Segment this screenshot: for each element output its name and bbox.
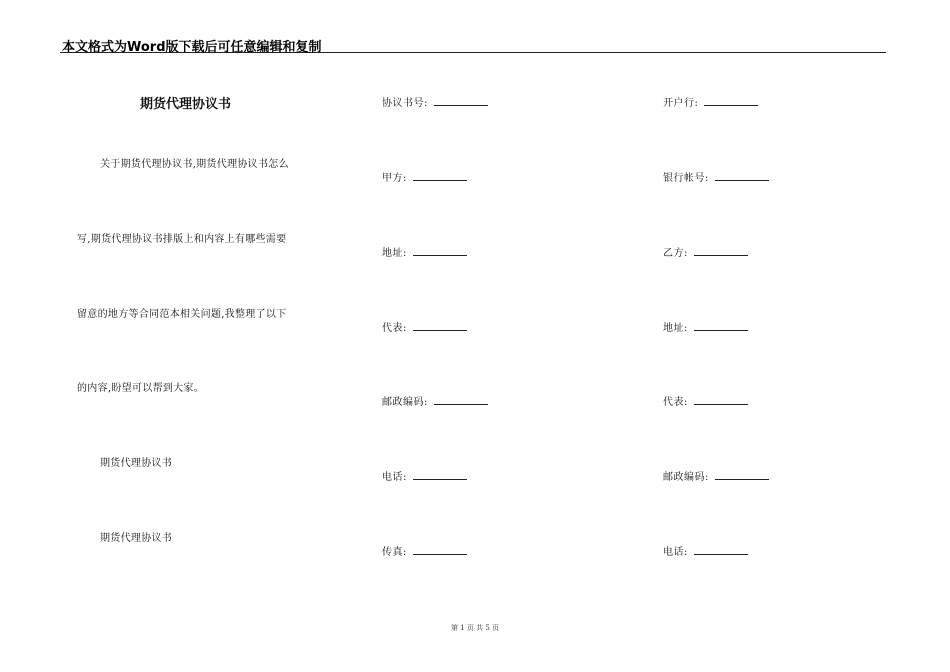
field-label: 邮政编码: xyxy=(663,472,709,483)
field-party-a-postcode xyxy=(382,393,488,408)
field-party-a-phone xyxy=(382,468,467,483)
field-label: 乙方: xyxy=(663,248,688,259)
blank-line[interactable] xyxy=(715,170,769,181)
field-label: 甲方: xyxy=(382,173,407,184)
field-party-b-phone xyxy=(663,543,748,558)
field-label: 代表: xyxy=(663,397,688,408)
field-label: 协议书号: xyxy=(382,98,428,109)
intro-line-3: 留意的地方等合同范本相关问题,我整理了以下 xyxy=(77,309,287,320)
intro-line-1: 关于期货代理协议书,期货代理协议书怎么 xyxy=(100,159,289,170)
intro-line-2: 写,期货代理协议书排版上和内容上有哪些需要 xyxy=(77,234,287,245)
subheading-1: 期货代理协议书 xyxy=(100,458,173,469)
field-party-b-address xyxy=(663,319,748,334)
field-label: 开户行: xyxy=(663,98,699,109)
field-party-b-postcode xyxy=(663,468,769,483)
blank-line[interactable] xyxy=(694,245,748,256)
field-label: 地址: xyxy=(382,248,407,259)
page-footer: 第 1 页 共 5 页 xyxy=(450,624,500,632)
field-label: 传真: xyxy=(382,547,407,558)
blank-line[interactable] xyxy=(413,544,467,555)
blank-line[interactable] xyxy=(694,320,748,331)
blank-line[interactable] xyxy=(715,469,769,480)
subheading-2: 期货代理协议书 xyxy=(100,533,173,544)
field-party-a-fax xyxy=(382,543,467,558)
field-bank xyxy=(663,94,758,109)
field-label: 邮政编码: xyxy=(382,397,428,408)
field-party-a-representative xyxy=(382,319,467,334)
header-text: 本文格式为Word版下载后可任意编辑和复制 xyxy=(62,40,322,55)
field-party-a xyxy=(382,169,467,184)
page-header xyxy=(60,34,886,53)
blank-line[interactable] xyxy=(413,245,467,256)
field-party-b-representative xyxy=(663,393,748,408)
blank-line[interactable] xyxy=(434,394,488,405)
field-label: 代表: xyxy=(382,323,407,334)
field-party-b xyxy=(663,244,748,259)
blank-line[interactable] xyxy=(704,95,758,106)
intro-line-4: 的内容,盼望可以帮到大家。 xyxy=(77,383,205,394)
field-label: 电话: xyxy=(663,547,688,558)
field-agreement-number xyxy=(382,94,488,109)
blank-line[interactable] xyxy=(434,95,488,106)
field-label: 电话: xyxy=(382,472,407,483)
blank-line[interactable] xyxy=(694,394,748,405)
blank-line[interactable] xyxy=(413,170,467,181)
field-label: 银行帐号: xyxy=(663,173,709,184)
document-title: 期货代理协议书 xyxy=(140,97,232,112)
field-label: 地址: xyxy=(663,323,688,334)
field-bank-account xyxy=(663,169,769,184)
blank-line[interactable] xyxy=(694,544,748,555)
blank-line[interactable] xyxy=(413,469,467,480)
blank-line[interactable] xyxy=(413,320,467,331)
field-party-a-address xyxy=(382,244,467,259)
